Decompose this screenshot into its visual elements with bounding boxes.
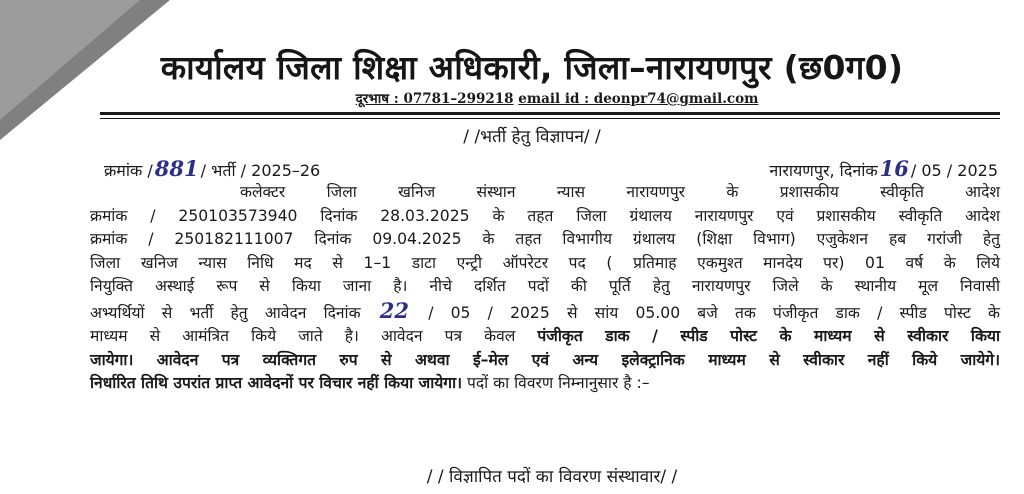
handwritten-reference-number: 881: [154, 156, 199, 181]
body-line-6-prefix: अभ्यर्थियों से भर्ती हेतु आवेदन दिनांक: [90, 303, 361, 322]
body-line-6-suffix: / 05 / 2025 से सांय 05.00 बजे तक पंजीकृत डाक / स्पीड पोस्ट के: [428, 303, 1000, 322]
reference-suffix: / भर्ती / 2025–26: [200, 161, 321, 180]
date-suffix: / 05 / 2025: [910, 161, 998, 180]
body-line-9: [90, 372, 1000, 396]
body-line-9-plain: पदों का विवरण निम्नानुसार है :–: [467, 374, 650, 392]
body-line-8: जायेगा। आवेदन पत्र व्यक्तिगत रुप से अथवा ई–मेल एवं अन्य इलेक्ट्रानिक माध्यम से स्वीकार नहीं किये जायेगे।: [90, 350, 1000, 369]
body-line-4: जिला खनिज न्यास निधि मद से 1–1 डाटा एन्ट्री ऑपरेटर पद ( प्रतिमाह एकमुश्त मानदेय पर) 01 वर्ष के लिये: [90, 253, 1000, 272]
notice-body: [90, 181, 1000, 396]
place-date-prefix: नारायणपुर, दिनांक: [769, 161, 878, 180]
place-date: [769, 156, 998, 181]
body-line-3: क्रमांक / 250182111007 दिनांक 09.04.2025 के तहत विभागीय ग्रंथालय (शिक्षा विभाग) एजुकेशन हब गरांजी हेतु: [90, 230, 1000, 248]
header-rule-thick: [100, 112, 1000, 115]
reference-number: [104, 156, 320, 181]
body-line-5: नियुक्ति अस्थाई रूप से किया जाना है। नीचे दर्शित पदों की पूर्ति हेतु नारायणपुर जिले के स्थानीय मूल निवासी: [90, 277, 1000, 295]
email-text: email id : deonpr74@gmail.com: [518, 91, 759, 107]
office-title: कार्यालय जिला शिक्षा अधिकारी, जिला–नारायणपुर (छ0ग0): [160, 48, 904, 87]
section-heading: / / विज्ञापित पदों का विवरण संस्थावार/ /: [426, 467, 678, 487]
body-line-7: [90, 325, 1000, 349]
header-rule-thin: [100, 118, 1000, 119]
body-line-7-plain: माध्यम से आमंत्रित किये जाते है। आवेदन पत्र केवल: [90, 327, 516, 345]
body-line-7-bold: पंजीकृत डाक / स्पीड पोस्ट के माध्यम से स्वीकार किया: [537, 327, 1000, 345]
body-line-1: कलेक्टर जिला खनिज संस्थान न्यास नारायणपुर के प्रशासकीय स्वीकृति आदेश: [240, 183, 1000, 201]
handwritten-last-date: 22: [379, 297, 409, 323]
handwritten-day: 16: [879, 156, 909, 181]
reference-prefix: क्रमांक /: [104, 161, 153, 180]
contact-line: [0, 89, 1024, 107]
body-line-2: क्रमांक / 250103573940 दिनांक 28.03.2025 के तहत जिला ग्रंथालय नारायणपुर एवं प्रशासकीय स्वीकृति आदेश: [90, 206, 1000, 225]
body-line-6: [90, 299, 1000, 326]
notice-heading: / /भर्ती हेतु विज्ञापन/ /: [463, 127, 601, 147]
phone-text: दूरभाष : 07781–299218: [355, 91, 514, 107]
body-line-9-bold: निर्धारित तिथि उपरांत प्राप्त आवेदनों पर विचार नहीं किया जायेगा।: [90, 374, 463, 392]
